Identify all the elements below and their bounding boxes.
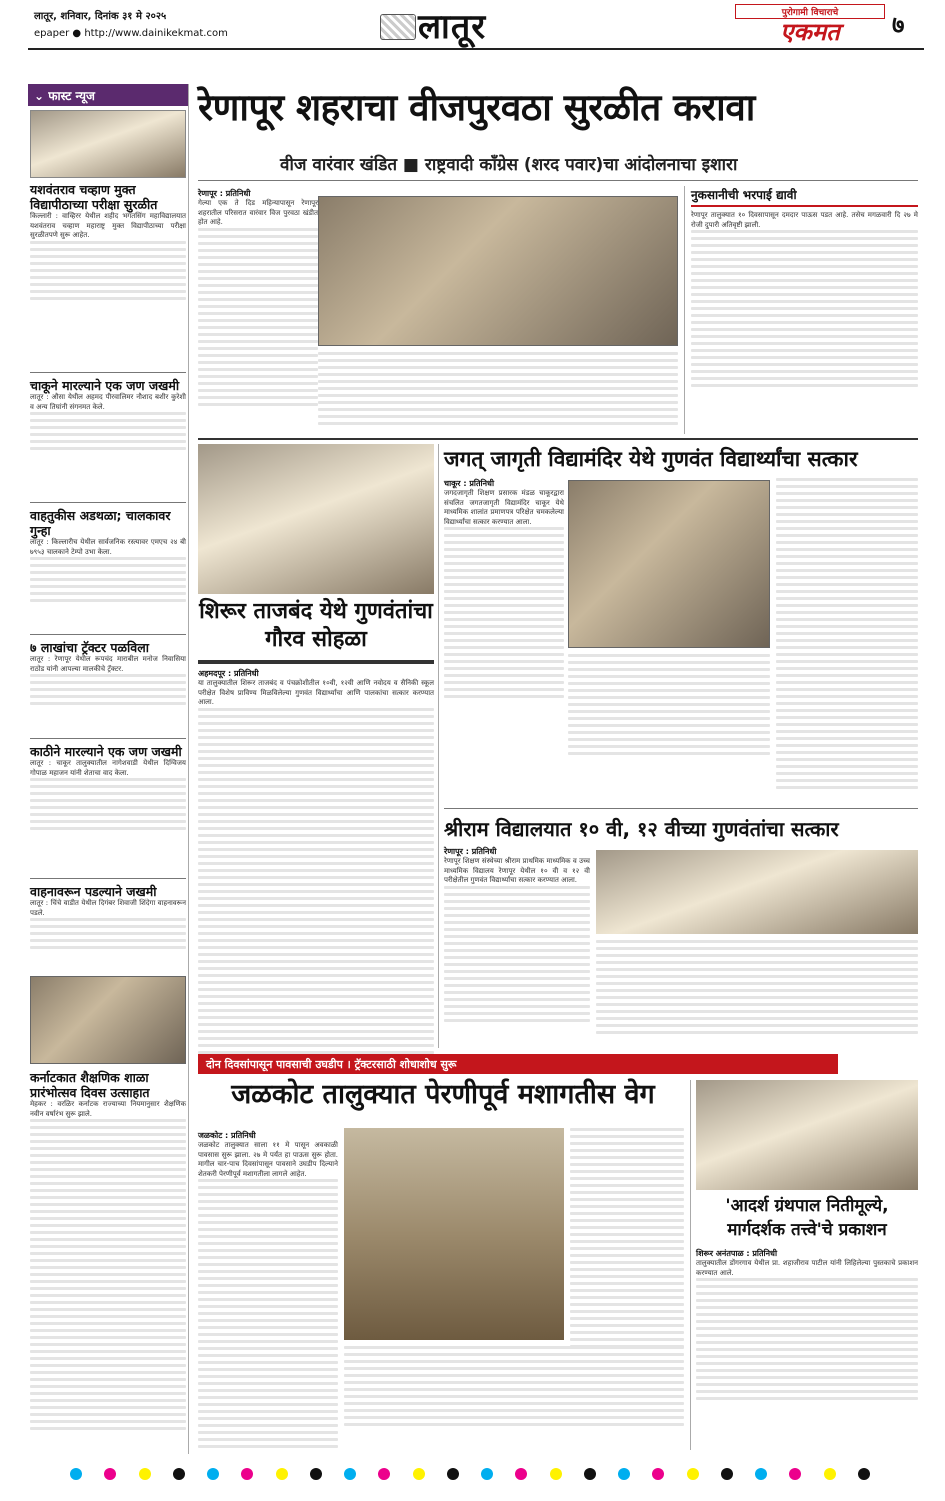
print-registration-marks bbox=[70, 1468, 870, 1488]
jagat-body: जगदजागृती शिक्षण प्रसारक मंडळ चाकूरद्वारा संचलित जगतजागृती विद्यामंदिर चाकूर येथे माध्यमिक शालांत प्रमाणपत्र परिक्षेत चमकलेल्या विद्यार्थ्यांचा सत्कार करण्यात आला. bbox=[444, 489, 564, 526]
lead-protest-photo bbox=[318, 196, 678, 346]
jagat-body-cols bbox=[568, 654, 770, 759]
sidebar-item-body: लातूर : औसा येथील अहमद पीरवालिमर नौशाद बशीर कुरेशी व अन्य तिघांनी संगनमत केले. bbox=[30, 393, 186, 411]
sidebar-item bbox=[30, 1070, 186, 1434]
sidebar-item bbox=[30, 884, 186, 953]
sidebar-item-body: लातूर : चाकूर तालुक्यातील नागेशवाडी येथील दिग्विजय गोपाळ महाजन यांनी शेताचा वाद केला. bbox=[30, 759, 186, 777]
sidebar-item bbox=[30, 508, 186, 606]
sidebar-divider bbox=[188, 84, 189, 1454]
header-epaper-link[interactable]: epaper ● http://www.dainikekmat.com bbox=[34, 28, 228, 39]
shriram-headline: श्रीराम विद्यालयात १० वी, १२ वीच्या गुणवंतांचा सत्कार bbox=[444, 817, 839, 841]
lead-subheadline: वीज वारंवार खंडित ■ राष्ट्रवादी काँग्रेस (शरद पवार)चा आंदोलनाचा इशारा bbox=[280, 155, 738, 175]
sidebar-item bbox=[30, 640, 186, 709]
sidebar-item bbox=[30, 744, 186, 834]
shirur-headline: शिरूर ताजबंद येथे गुणवंतांचा गौरव सोहळा bbox=[199, 599, 433, 652]
jagat-headline: जगत् जागृती विद्यामंदिर येथे गुणवंत विद्यार्थ्यांचा सत्कार bbox=[444, 447, 858, 471]
shirur-body: या तालुक्यातील शिरूर ताजबंद व पंचक्रोशीतील १०वी, १२वी आणि नवोदय व सैनिकी स्कूल परीक्षेत विशेष प्राविण्य मिळविलेल्या गुणवंत विद्यार्थ्यांचा आणि पालकांचा सत्कार करण्यात आला. bbox=[198, 679, 434, 706]
sidebar-item-title: वाहतुकीस अडथळा; चालकावर गुन्हा bbox=[30, 508, 171, 538]
sidebar-item-title: वाहनावरून पडल्याने जखमी bbox=[30, 884, 157, 899]
jalkot-text bbox=[198, 1130, 338, 1450]
shirur-felicitation-photo bbox=[198, 444, 434, 594]
sidebar-item bbox=[30, 182, 186, 304]
sidebar-item-title: यशवंतराव चव्हाण मुक्त विद्यापीठाच्या परीक्षा सुरळीत bbox=[30, 182, 158, 212]
sidebar-item-body: लातूर : रेणापूर येथील रूपचंद माराबील मनोज निवासिया राठोड यांनी आपल्या मालकीचे ट्रॅक्टर. bbox=[30, 655, 186, 673]
lead-dateline: रेणापूर : प्रतिनिधी bbox=[198, 189, 251, 198]
compensation-box-body: रेणापूर तालुक्यात १० दिवसापासून दमदार पाऊस पडत आहे. तसेच मगळवारी दि २७ मे रोजी दुपारी अतिवृष्टी झाली. bbox=[691, 211, 918, 229]
shirur-text bbox=[198, 668, 434, 1065]
header-rule bbox=[28, 48, 924, 50]
tractor-field-photo bbox=[344, 1128, 564, 1340]
jalkot-headline: जळकोट तालुक्यात पेरणीपूर्व मशागतीस वेग bbox=[231, 1079, 655, 1110]
book-release-photo bbox=[696, 1080, 918, 1190]
sidebar-item-body: किल्लारी : वाव्हिरर येथील शहीद भगतसिंग महाविद्यालयात यशवंतराव चव्हाण महाराष्ट्र मुक्त विद्यापीठाच्या परीक्षा सुरळीतपणे सुरू आहेत. bbox=[30, 212, 186, 239]
shirur-dateline: अहमदपूर : प्रतिनिधी bbox=[198, 669, 259, 678]
lead-headline: रेणापूर शहराचा वीजपुरवठा सुरळीत करावा bbox=[198, 86, 755, 129]
granthapal-dateline: शिरूर अनंतपाळ : प्रतिनिधी bbox=[696, 1249, 778, 1258]
sidebar-item bbox=[30, 378, 186, 454]
shriram-body-cols bbox=[596, 940, 918, 1038]
jagat-text bbox=[444, 478, 564, 702]
city-emblem-icon bbox=[380, 14, 416, 40]
page-city-title: लातूर bbox=[418, 7, 487, 47]
compensation-box-title: नुकसानीची भरपाई द्यावी bbox=[691, 188, 797, 202]
sidebar-item-body: मेहकर : वरळिर कर्नाटक राज्याच्या नियमानुसार शैक्षणिक नवीन वर्षारंभ सुरू झाले. bbox=[30, 1100, 186, 1118]
granthapal-headline: 'आदर्श ग्रंथपाल नितीमूल्ये, मार्गदर्शक तत्त्वे'चे प्रकाशन bbox=[725, 1196, 889, 1240]
fast-news-title: फास्ट न्यूज bbox=[48, 89, 95, 103]
shriram-text bbox=[444, 846, 590, 1026]
lead-text-col bbox=[198, 188, 318, 410]
brand-name: एकमत bbox=[780, 18, 840, 46]
sidebar-item-title: कर्नाटकात शैक्षणिक शाळा प्रारंभोत्सव दिवस उत्साहात bbox=[30, 1070, 150, 1100]
granthapal-body: तालुक्यातील डोंगरगाव येथील प्रा. शहाजीराव पाटील यांनी लिहिलेल्या पुस्तकाचे प्रकाशन करण्यात आले. bbox=[696, 1259, 918, 1277]
jagat-dateline: चाकूर : प्रतिनिधी bbox=[444, 479, 495, 488]
brand-tagline: पुरोगामी विचाराचे bbox=[735, 4, 885, 19]
shriram-students-photo bbox=[596, 850, 918, 934]
jalkot-body-cols bbox=[344, 1346, 684, 1430]
fast-news-header bbox=[28, 84, 188, 106]
monsoon-strip: दोन दिवसांपासून पावसाची उघडीप । ट्रॅक्टरसाठी शोधाशोध सुरू bbox=[198, 1054, 838, 1074]
jalkot-body: जळकोट तालुक्यात साला ११ मे पासून अवकाळी पावसास सुरू झाला. २७ मे पर्यंत हा पाऊस सुरू होता. मागील चार-पाच दिवसांपासून पावसाने उघडीप दिल्याने शेतकरी पेरणीपूर्व मशागतीला लागले आहेत. bbox=[198, 1141, 338, 1178]
sidebar-school-photo bbox=[30, 976, 186, 1064]
brand-logo bbox=[735, 4, 885, 44]
shriram-dateline: रेणापूर : प्रतिनिधी bbox=[444, 847, 497, 856]
jagat-students-photo bbox=[568, 480, 770, 648]
page-number: ७ bbox=[892, 11, 905, 39]
sidebar-item-body: लातूर : किल्लारीच येथील सार्वजनिक रस्त्यावर एमएच २४ बी ७९५३ चालकाने टेम्पो उभा केला. bbox=[30, 538, 186, 556]
compensation-box bbox=[684, 186, 918, 434]
chevron-down-icon: ⌄ bbox=[34, 89, 49, 103]
lead-body: गेल्या एक ते दिड महिन्यापासून रेणापूर शहरातील परिसरात वारंवार विज पुरवठा खंडीत होत आहे. bbox=[198, 199, 318, 226]
jagat-body-right bbox=[776, 478, 918, 793]
sidebar-item-body: लातूर : चिंचे वाडीत येथील दिगंबर शिवाजी शिंदेगा वाहनावरून पडले. bbox=[30, 899, 186, 917]
header-date: लातूर, शनिवार, दिनांक ३१ मे २०२५ bbox=[34, 11, 167, 22]
sidebar-item-title: ७ लाखांचा ट्रॅक्टर पळविला bbox=[30, 640, 149, 655]
jalkot-body-right bbox=[570, 1128, 684, 1352]
lead-body-columns bbox=[318, 352, 678, 434]
sidebar-item-title: चाकूने मारल्याने एक जण जखमी bbox=[30, 378, 180, 393]
sidebar-item-title: काठीने मारल्याने एक जण जखमी bbox=[30, 744, 182, 759]
sidebar-exam-photo bbox=[30, 110, 186, 178]
granthapal-text bbox=[696, 1248, 918, 1404]
jalkot-dateline: जळकोट : प्रतिनिधी bbox=[198, 1131, 256, 1140]
shriram-body: रेणापूर शिक्षण संस्थेच्या श्रीराम प्राथमिक माध्यमिक व उच्च माध्यमिक विद्यालय रेणापूर येथील १० वी व १२ वी परीक्षेतील गुणवंत विद्यार्थ्यांचा सत्कार करण्यात आला. bbox=[444, 857, 590, 884]
